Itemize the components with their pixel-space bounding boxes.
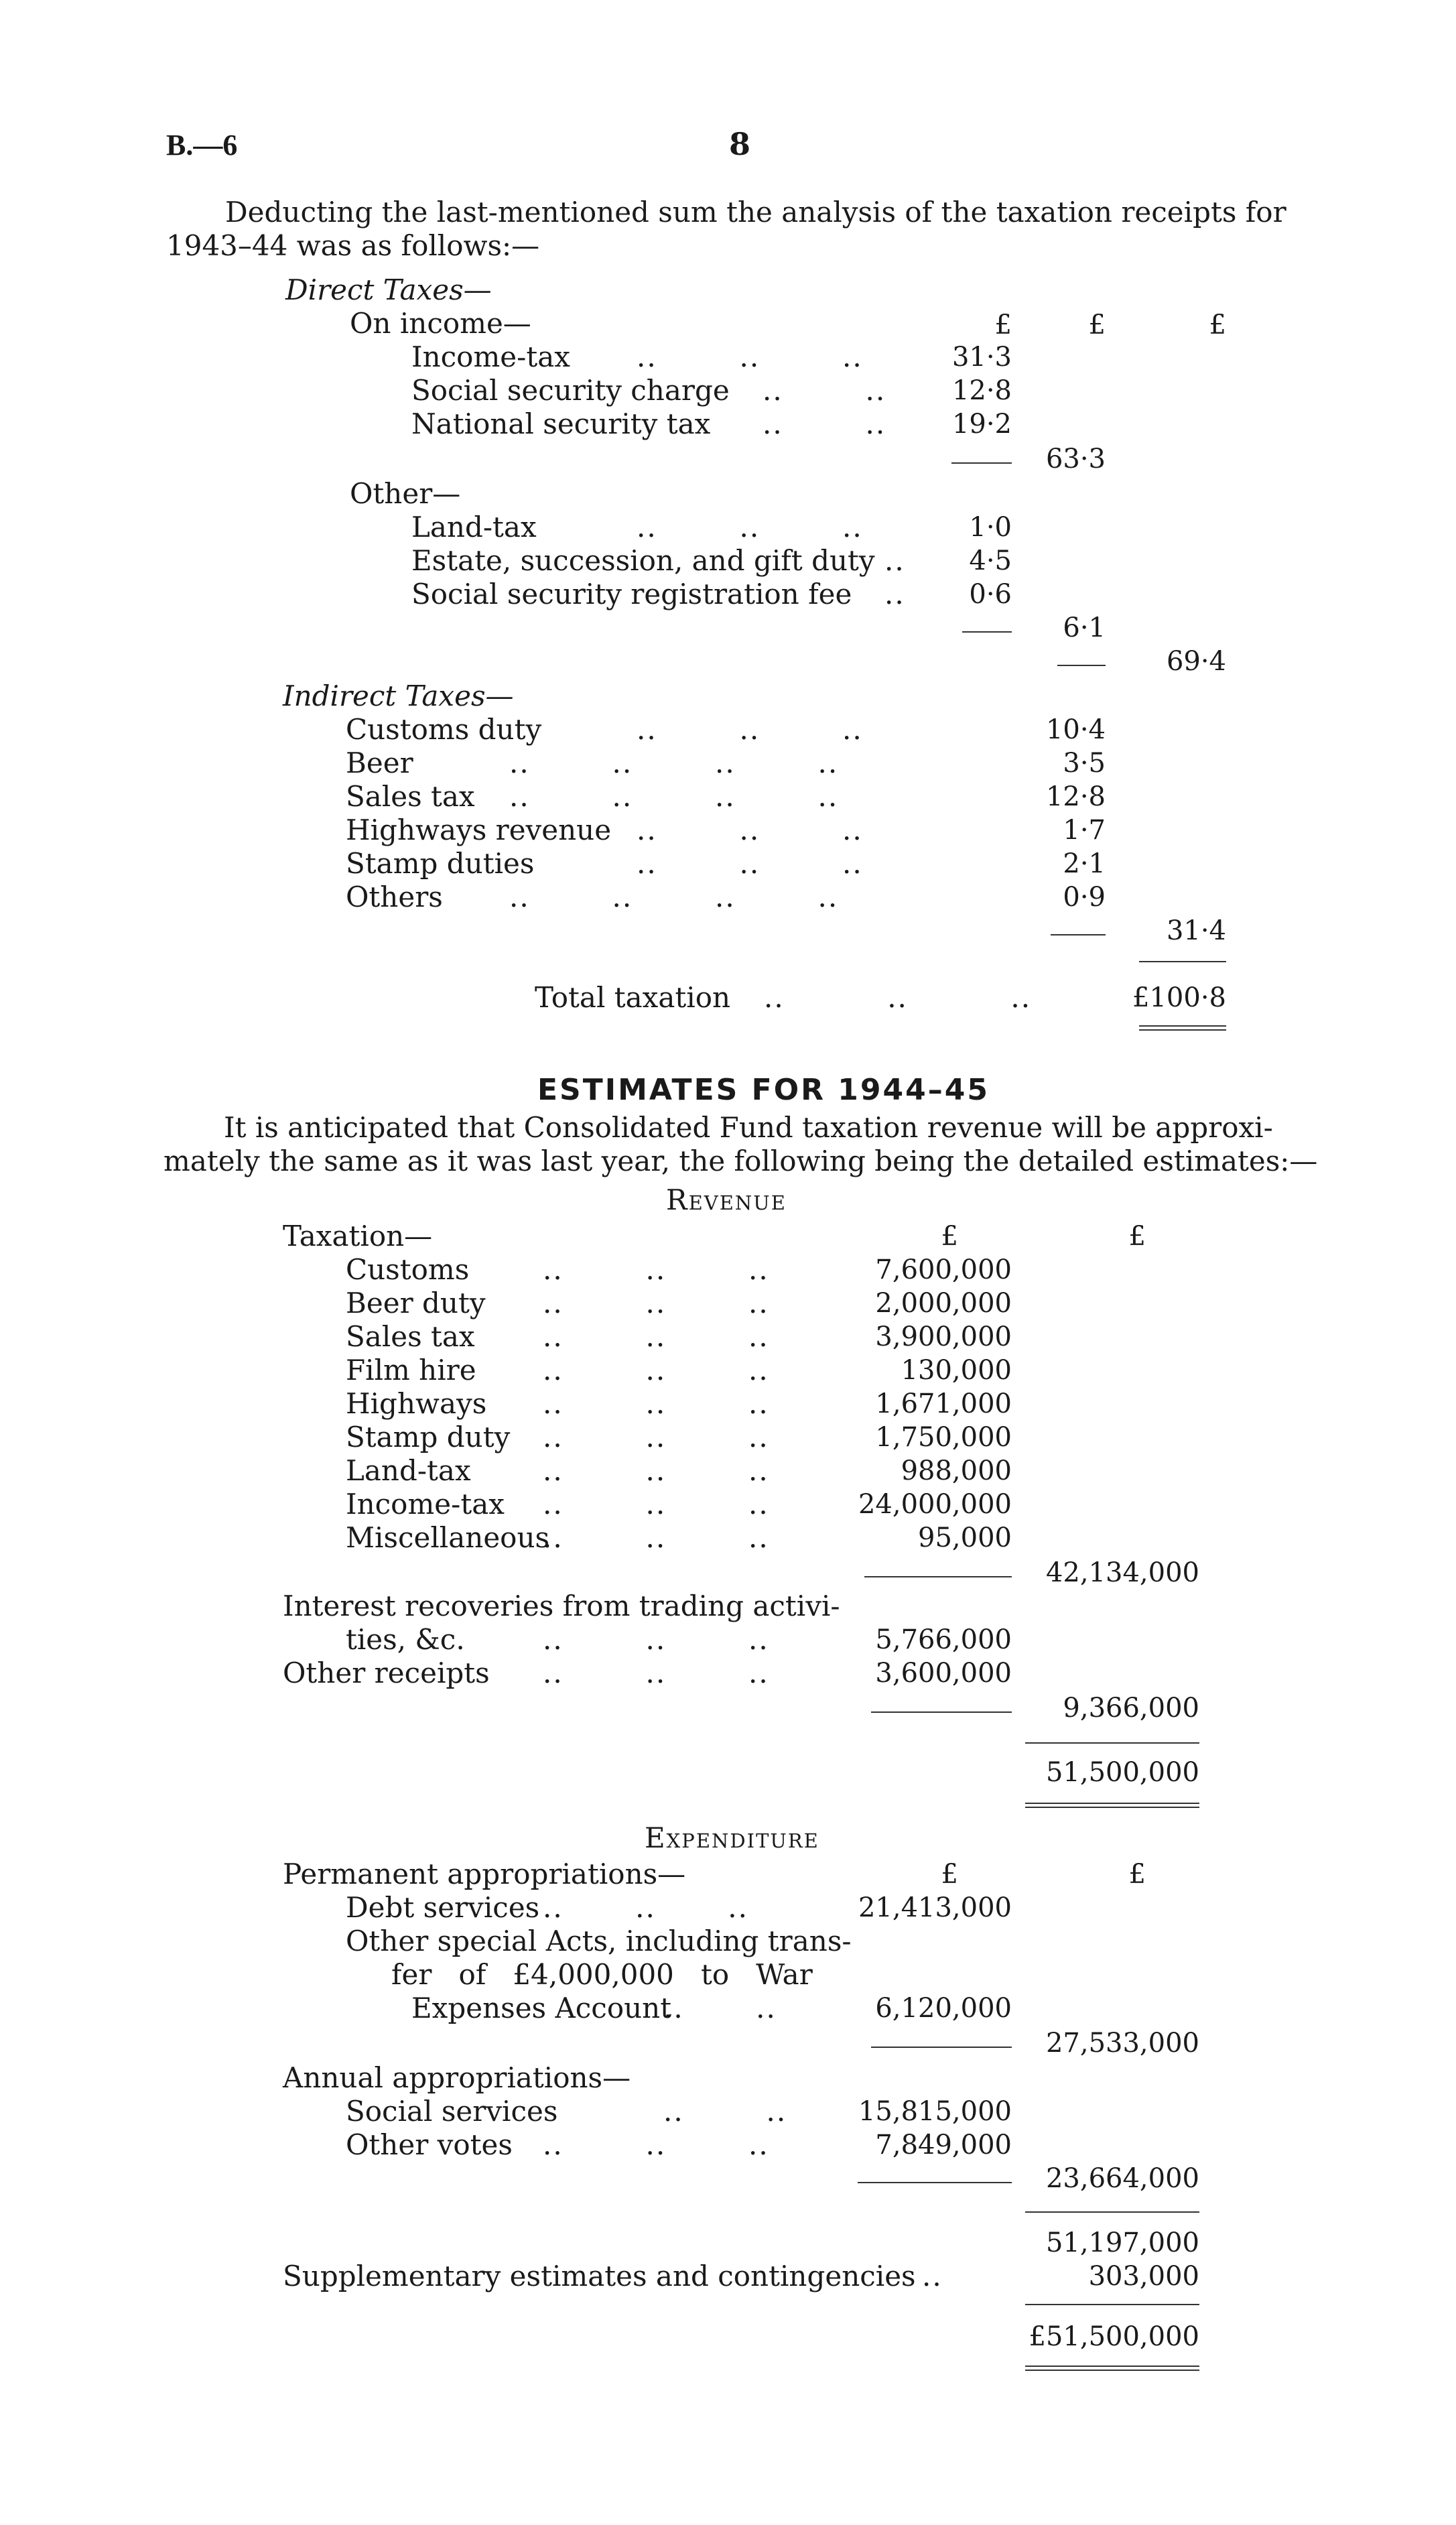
direct-rule: [1057, 665, 1106, 666]
rev-income-tax-label: Income-tax: [346, 1488, 505, 1520]
other-votes-label: Other votes: [346, 2128, 513, 2161]
taxation-title: Taxation—: [283, 1220, 433, 1252]
national-security-tax-label: National security tax: [411, 407, 711, 440]
rev-sales-tax-leader: .. .. ..: [543, 1320, 769, 1353]
rev-customs-value: 7,600,000: [875, 1254, 1012, 1285]
annual-rule: [858, 2182, 1012, 2183]
rev-stamp-duty-leader: .. .. ..: [543, 1421, 769, 1453]
other-receipts-total: 9,366,000: [1063, 1693, 1199, 1724]
currency-col-2: £: [1088, 310, 1106, 340]
interest-line-1: Interest recoveries from trading activi-: [283, 1590, 840, 1622]
rev-land-tax-value: 988,000: [901, 1455, 1012, 1486]
registration-fee-leader: ..: [884, 578, 905, 610]
revenue-currency-2: £: [1128, 1221, 1146, 1252]
stamp-duties-leader: .. .. ..: [637, 847, 863, 880]
revenue-total: 51,500,000: [1045, 1757, 1199, 1788]
revenue-total-rule: [1025, 1742, 1199, 1744]
social-security-charge-value: 12·8: [951, 375, 1012, 406]
revenue-currency-1: £: [941, 1221, 958, 1252]
permanent-rule: [871, 2047, 1012, 2048]
annual-title: Annual appropriations—: [283, 2061, 631, 2094]
others-label: Others: [346, 881, 443, 913]
other-direct-title: Other—: [350, 477, 461, 510]
stamp-duties-label: Stamp duties: [346, 847, 535, 880]
currency-col-3: £: [1209, 310, 1226, 340]
rev-sales-tax-value: 3,900,000: [875, 1321, 1012, 1352]
rev-highways-label: Highways: [346, 1387, 487, 1420]
social-security-charge-label: Social security charge: [411, 374, 730, 407]
other-receipts-leader: .. .. ..: [543, 1657, 769, 1689]
customs-duty-label: Customs duty: [346, 713, 542, 746]
document-ref: B.—6: [166, 129, 238, 161]
annual-total: 23,664,000: [1045, 2163, 1199, 2194]
land-tax-value: 1·0: [969, 512, 1012, 543]
currency-col-1: £: [994, 310, 1012, 340]
estimates-heading: ESTIMATES FOR 1944–45: [537, 1073, 990, 1107]
other-votes-leader: .. .. ..: [543, 2128, 769, 2161]
social-security-charge-leader: .. ..: [763, 374, 886, 407]
debt-services-label: Debt services: [346, 1891, 540, 1924]
sales-tax-label: Sales tax: [346, 780, 475, 813]
intro-line-1: Deducting the last-mentioned sum the analysis of the taxation receipts for: [225, 196, 1286, 229]
rev-land-tax-leader: .. .. ..: [543, 1454, 769, 1487]
total-taxation-double-rule: [1139, 1025, 1226, 1031]
income-tax-leader: .. .. ..: [637, 340, 863, 373]
registration-fee-label: Social security registration fee: [411, 578, 852, 610]
rev-highways-value: 1,671,000: [875, 1388, 1012, 1419]
rev-miscellaneous-leader: .. .. ..: [543, 1521, 769, 1554]
rev-film-hire-value: 130,000: [901, 1355, 1012, 1386]
rev-income-tax-value: 24,000,000: [858, 1489, 1012, 1520]
rev-miscellaneous-value: 95,000: [918, 1523, 1012, 1553]
intro-line-2: 1943–44 was as follows:—: [166, 229, 540, 262]
rev-income-tax-leader: .. .. ..: [543, 1488, 769, 1520]
estate-duty-label: Estate, succession, and gift duty: [411, 544, 875, 577]
others-value: 0·9: [1063, 882, 1106, 913]
beer-label: Beer: [346, 747, 413, 779]
total-taxation-leader: .. .. ..: [764, 981, 1032, 1014]
national-security-tax-value: 19·2: [951, 409, 1012, 440]
total-taxation-label: Total taxation: [535, 981, 731, 1014]
others-leader: .. .. .. ..: [509, 881, 839, 913]
expenditure-subtotal: 51,197,000: [1045, 2227, 1199, 2258]
estimates-intro-1: It is anticipated that Consolidated Fund taxation revenue will be approxi-: [224, 1111, 1273, 1144]
debt-services-leader: .. .. ..: [543, 1891, 749, 1924]
other-receipts-label: Other receipts: [283, 1657, 490, 1689]
total-rule: [1139, 961, 1226, 962]
revenue-title: Revenue: [666, 1183, 787, 1216]
rev-film-hire-label: Film hire: [346, 1354, 476, 1386]
expenditure-total-rule: [1025, 2304, 1199, 2305]
national-security-tax-leader: .. ..: [763, 407, 886, 440]
social-services-leader: .. ..: [663, 2095, 787, 2128]
stamp-duties-value: 2·1: [1063, 848, 1106, 879]
income-tax-label: Income-tax: [411, 340, 570, 373]
interest-line-2: ties, &c.: [346, 1623, 465, 1656]
rev-customs-leader: .. .. ..: [543, 1253, 769, 1286]
special-acts-line-3: Expenses Account: [411, 1992, 672, 2024]
other-votes-value: 7,849,000: [875, 2130, 1012, 2160]
social-services-value: 15,815,000: [858, 2096, 1012, 2127]
supplementary-leader: ..: [922, 2260, 943, 2292]
rev-stamp-duty-label: Stamp duty: [346, 1421, 511, 1453]
rev-beer-duty-label: Beer duty: [346, 1287, 486, 1319]
permanent-title: Permanent appropriations—: [283, 1858, 686, 1890]
on-income-rule: [951, 462, 1012, 464]
rev-taxation-rule: [864, 1576, 1012, 1577]
special-acts-value: 6,120,000: [875, 1993, 1012, 2024]
rev-miscellaneous-label: Miscellaneous: [346, 1521, 550, 1554]
expenditure-total: £51,500,000: [1029, 2321, 1199, 2352]
debt-services-value: 21,413,000: [858, 1892, 1012, 1923]
direct-taxes-title: Direct Taxes—: [285, 273, 492, 306]
special-acts-line-2: fer of £4,000,000 to War: [391, 1958, 813, 1991]
rev-taxation-total: 42,134,000: [1045, 1557, 1199, 1588]
beer-leader: .. .. .. ..: [509, 747, 839, 779]
other-receipts-rule: [871, 1711, 1012, 1713]
interest-leader: .. .. ..: [543, 1623, 769, 1656]
land-tax-leader: .. .. ..: [637, 511, 863, 543]
rev-customs-label: Customs: [346, 1253, 470, 1286]
rev-highways-leader: .. .. ..: [543, 1387, 769, 1420]
other-direct-rule: [962, 631, 1012, 633]
rev-film-hire-leader: .. .. ..: [543, 1354, 769, 1386]
customs-duty-value: 10·4: [1045, 714, 1106, 745]
estate-duty-leader: ..: [884, 544, 905, 577]
rev-stamp-duty-value: 1,750,000: [875, 1422, 1012, 1453]
special-acts-leader: .. ..: [663, 1992, 777, 2024]
sales-tax-value: 12·8: [1045, 781, 1106, 812]
expenditure-title: Expenditure: [645, 1821, 819, 1854]
on-income-title: On income—: [350, 307, 531, 340]
rev-land-tax-label: Land-tax: [346, 1454, 471, 1487]
rev-beer-duty-leader: .. .. ..: [543, 1287, 769, 1319]
registration-fee-value: 0·6: [969, 579, 1012, 610]
highways-revenue-label: Highways revenue: [346, 814, 612, 846]
highways-revenue-leader: .. .. ..: [637, 814, 863, 846]
other-direct-subtotal: 6·1: [1063, 612, 1106, 643]
expenditure-currency-1: £: [941, 1859, 958, 1890]
indirect-total: 31·4: [1166, 915, 1226, 946]
permanent-total: 27,533,000: [1045, 2028, 1199, 2059]
supplementary-label: Supplementary estimates and contingencies: [283, 2260, 916, 2292]
indirect-taxes-title: Indirect Taxes—: [283, 679, 514, 712]
rev-sales-tax-label: Sales tax: [346, 1320, 475, 1353]
supplementary-value: 303,000: [1088, 2261, 1199, 2292]
income-tax-value: 31·3: [951, 342, 1012, 373]
direct-total: 69·4: [1166, 646, 1226, 677]
estate-duty-value: 4·5: [969, 545, 1012, 576]
revenue-double-rule: [1025, 1803, 1199, 1808]
on-income-subtotal: 63·3: [1045, 444, 1106, 474]
rev-beer-duty-value: 2,000,000: [875, 1288, 1012, 1319]
highways-revenue-value: 1·7: [1063, 815, 1106, 846]
indirect-rule: [1051, 934, 1106, 935]
sales-tax-leader: .. .. .. ..: [509, 780, 839, 813]
beer-value: 3·5: [1063, 748, 1106, 779]
expenditure-double-rule: [1025, 2366, 1199, 2371]
interest-value: 5,766,000: [875, 1624, 1012, 1655]
social-services-label: Social services: [346, 2095, 558, 2128]
total-taxation-value: £100·8: [1132, 982, 1226, 1013]
page-number: 8: [729, 126, 751, 162]
other-receipts-value: 3,600,000: [875, 1658, 1012, 1689]
customs-duty-leader: .. .. ..: [637, 713, 863, 746]
estimates-intro-2: mately the same as it was last year, the following being the detailed estimates:—: [163, 1145, 1318, 1177]
special-acts-line-1: Other special Acts, including trans-: [346, 1925, 852, 1957]
expenditure-currency-2: £: [1128, 1859, 1146, 1890]
subtotal-rule: [1025, 2211, 1199, 2213]
land-tax-label: Land-tax: [411, 511, 537, 543]
